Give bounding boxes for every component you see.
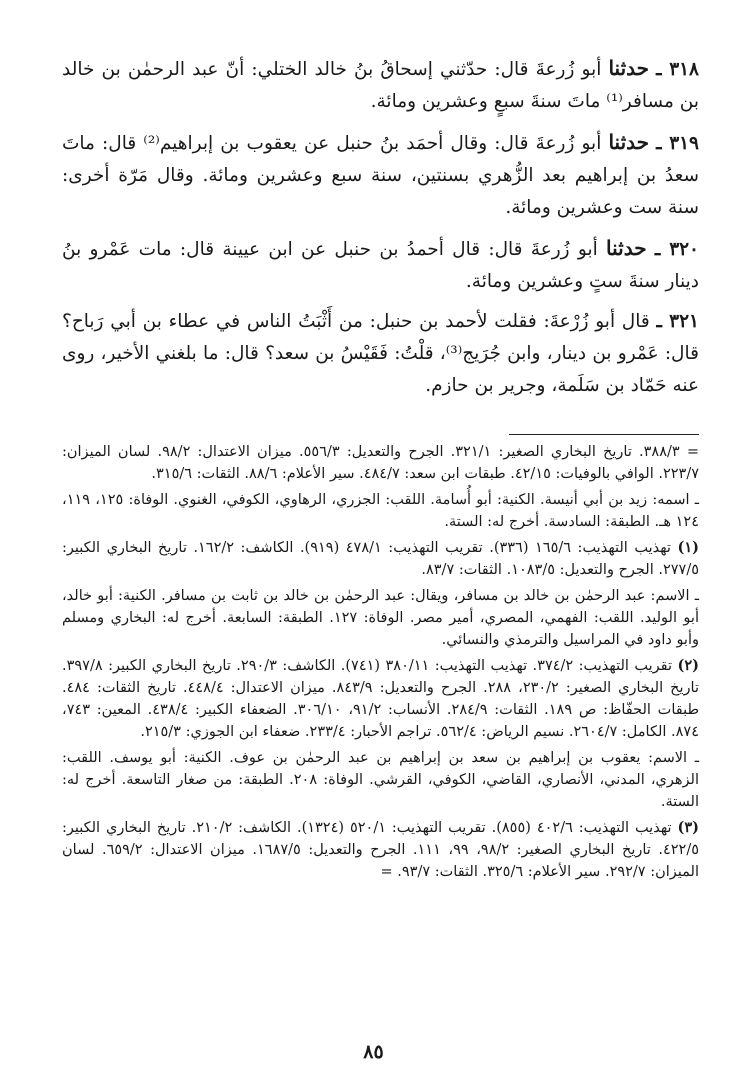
footnote-text: تقريب التهذيب: ٣٧٤/٢. تهذيب التهذيب: ٣٨٠/١١ (٧٤١). الكاشف: ٢٩٠/٣. تاريخ البخاري الكبير: ٣٩٧/٨. تاريخ البخاري الصغير: ٢٣٠/٢، ٢٨٨. الجرح والتعديل: ٨٤٣/٩. ميزان الاعتدال: ٤٤٨/٤. تاريخ الثقات: ٤٨٤. طبقات الحفّاظ: ص ١٨٩. الثقات: ٢٨٤/٩. الأنساب: ٩١/٢، ٣٠٦/١٠. الضعفاء الكبير: ٤٣٨/٤. المعين: ٧٤٣، ٨٧٤. الكامل: ٢٦٠٤/٧. نسيم الرياض: ٥٦٢/٤. تراجم الأحبار: ٢٣٣/٤. ضعفاء ابن الجوزي: ٢١٥/٣. <box>62 658 699 740</box>
footnote-label: (٣) <box>677 819 700 836</box>
footnote-text: تهذيب التهذيب: ٤٠٢/٦ (٨٥٥). تقريب التهذيب: ٥٢٠/١ (١٣٢٤). الكاشف: ٢١٠/٢. تاريخ البخاري الكبير: ٤٢٢/٥. تاريخ البخاري الصغير: ٩٨/٢، ٩٩، ١١١. الجرح والتعديل: ١٦٨٧/٥. ميزان الاعتدال: ٦٥٩/٢. لسان الميزان: ٢٩٢/٧. سير الأعلام: ٣٢٥/٦. الثقات: ٩٣/٧. = <box>62 820 699 880</box>
hadith-number: ٣١٨ ـ <box>656 59 699 80</box>
hadith-number: ٣١٩ ـ <box>656 133 699 154</box>
footnote-line: = ٣٨٨/٣. تاريخ البخاري الصغير: ٣٢١/١. الجرح والتعديل: ٥٥٦/٣. ميزان الاعتدال: ٩٨/٢. لسان الميزان: ٢٢٣/٧. الوافي بالوفيات: ٤٢/١٥. طبقات ابن سعد: ٤٨٤/٧. سير الأعلام: ٨٨/٦. الثقات: ٣١٥/٦. <box>62 444 699 482</box>
footnote-label: (١) <box>677 539 699 556</box>
footnote-line: ـ اسمه: زيد بن أبي أنيسة. الكنية: أبو أُسامة. اللقب: الجزري، الرهاوي، الكوفي، الغنوي. الوفاة: ١٢٥، ١١٩، ١٢٤ هـ. الطبقة: السادسة. أخرج له: الستة. <box>62 492 699 530</box>
footnote-line <box>62 817 699 883</box>
footnote-continuation <box>62 441 699 533</box>
footnote-1 <box>62 537 699 651</box>
footnote-2 <box>62 655 699 813</box>
hadith-number: ٣٢١ ـ <box>656 311 699 332</box>
footnote-line <box>62 655 699 743</box>
hadith-text: أبو زُرعةَ قال: قال أحمدُ بن حنبل عن ابن عيينة قال: مات عَمْرو بنُ دينار سنةَ ستٍ وعشرين ومائة. <box>62 239 699 292</box>
document-page <box>62 52 699 1043</box>
page-number: ٨٥ <box>363 1041 384 1063</box>
hadith-320 <box>62 232 699 298</box>
hadith-321 <box>62 306 699 402</box>
hadith-318 <box>62 52 699 118</box>
hadith-text: أبو زُرعةَ قال: وقال أحمَد بنُ حنبل عن يعقوب بن إبراهيم⁽²⁾ قال: ماتَ سعدُ بن إبراهيم بعد الزُّهري بسنتين، سنة سبع وعشرين ومائة. وقال مَرّة أخرى: سنة ست وعشرين ومائة. <box>62 133 699 218</box>
footnote-divider <box>509 434 699 435</box>
footnote-line: ـ الاسم: عبد الرحمٰن بن خالد بن مسافر، ويقال: عبد الرحمٰن بن خالد بن ثابت بن مسافر. الكنية: أبو خالد، أبو الوليد. اللقب: الفهمي، المصري، أمير مصر. الوفاة: ١٢٧. الطبقة: السابعة. أخرج له: البخاري ومسلم وأبو داود في المراسيل والترمذي والنسائي. <box>62 588 699 648</box>
hadith-319 <box>62 126 699 224</box>
hadith-lead-word: حدثنا <box>606 236 647 260</box>
hadith-number: ٣٢٠ ـ <box>654 239 699 260</box>
footnote-line: ـ الاسم: يعقوب بن إبراهيم بن سعد بن إبراهيم بن عبد الرحمٰن بن عوف. الكنية: أبو يوسف. اللقب: الزهري، المدني، الأنصاري، القاضي، الكوفي، القرشي. الوفاة: ٢٠٨. الطبقة: من صغار التاسعة. أخرج له: الستة. <box>62 750 699 810</box>
footnote-text: تهذيب التهذيب: ١٦٥/٦ (٣٣٦). تقريب التهذيب: ٤٧٨/١ (٩١٩). الكاشف: ١٦٢/٢. تاريخ البخاري الكبير: ٢٧٧/٥. الجرح والتعديل: ١٠٨٣/٥. الثقات: ٨٣/٧. <box>62 540 699 578</box>
hadith-lead-word: حدثنا <box>608 56 650 80</box>
hadith-lead-word: حدثنا <box>608 130 649 154</box>
hadith-text: قال أبو زُرْعةَ: فقلت لأحمد بن حنبل: من أَثْبَتُ الناس في عطاء بن أبي رَباح؟ قال: عَمْرو بن دينار، وابن جُرَيج⁽³⁾، قلْتُ: فَقَيْسُ بن سعد؟ قال: ما بلغني الأخير، روى عنه حَمّاد بن سَلَمة، وجرير بن حازم. <box>62 311 699 396</box>
footnote-3 <box>62 817 699 883</box>
hadith-text: أبو زُرعةَ قال: حدّثني إسحاقُ بنُ خالد الختلي: أنّ عبد الرحمٰن بن خالد بن مسافر⁽¹⁾ ماتَ سنةَ سبعٍ وعشرين ومائة. <box>62 59 699 112</box>
footnote-line <box>62 537 699 581</box>
footnote-label: (٢) <box>677 657 700 674</box>
